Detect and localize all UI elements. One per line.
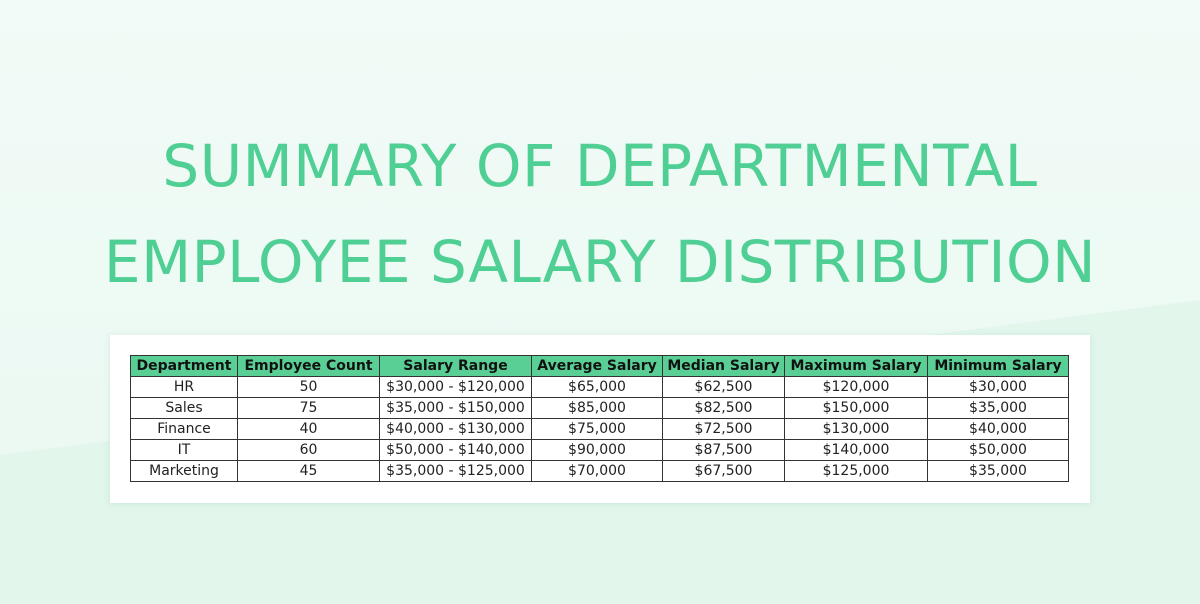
cell-median-salary: $82,500 — [663, 398, 785, 419]
cell-employee-count: 60 — [238, 440, 380, 461]
cell-average-salary: $70,000 — [532, 461, 663, 482]
header-employee-count: Employee Count — [238, 356, 380, 377]
table-card — [110, 335, 1090, 503]
cell-maximum-salary: $150,000 — [785, 398, 928, 419]
cell-median-salary: $87,500 — [663, 440, 785, 461]
cell-minimum-salary: $50,000 — [928, 440, 1069, 461]
page-title — [0, 118, 1200, 310]
cell-employee-count: 40 — [238, 419, 380, 440]
header-maximum-salary: Maximum Salary — [785, 356, 928, 377]
cell-department: Sales — [131, 398, 238, 419]
table-row — [131, 440, 1069, 461]
cell-salary-range: $35,000 - $125,000 — [380, 461, 532, 482]
cell-median-salary: $72,500 — [663, 419, 785, 440]
cell-average-salary: $75,000 — [532, 419, 663, 440]
cell-department: IT — [131, 440, 238, 461]
header-median-salary: Median Salary — [663, 356, 785, 377]
cell-employee-count: 75 — [238, 398, 380, 419]
header-minimum-salary: Minimum Salary — [928, 356, 1069, 377]
cell-salary-range: $40,000 - $130,000 — [380, 419, 532, 440]
header-row — [131, 356, 1069, 377]
cell-minimum-salary: $40,000 — [928, 419, 1069, 440]
cell-maximum-salary: $140,000 — [785, 440, 928, 461]
cell-average-salary: $85,000 — [532, 398, 663, 419]
title-line-2: EMPLOYEE SALARY DISTRIBUTION — [103, 228, 1097, 296]
cell-maximum-salary: $130,000 — [785, 419, 928, 440]
table-row — [131, 377, 1069, 398]
cell-average-salary: $65,000 — [532, 377, 663, 398]
cell-maximum-salary: $125,000 — [785, 461, 928, 482]
cell-salary-range: $30,000 - $120,000 — [380, 377, 532, 398]
cell-salary-range: $50,000 - $140,000 — [380, 440, 532, 461]
header-salary-range: Salary Range — [380, 356, 532, 377]
cell-minimum-salary: $30,000 — [928, 377, 1069, 398]
table-row — [131, 398, 1069, 419]
header-average-salary: Average Salary — [532, 356, 663, 377]
salary-table — [130, 355, 1069, 482]
cell-maximum-salary: $120,000 — [785, 377, 928, 398]
cell-minimum-salary: $35,000 — [928, 398, 1069, 419]
title-line-1: SUMMARY OF DEPARTMENTAL — [162, 132, 1038, 200]
header-department: Department — [131, 356, 238, 377]
table-row — [131, 461, 1069, 482]
cell-median-salary: $67,500 — [663, 461, 785, 482]
cell-median-salary: $62,500 — [663, 377, 785, 398]
cell-department: Marketing — [131, 461, 238, 482]
cell-average-salary: $90,000 — [532, 440, 663, 461]
cell-department: HR — [131, 377, 238, 398]
cell-employee-count: 50 — [238, 377, 380, 398]
cell-department: Finance — [131, 419, 238, 440]
cell-salary-range: $35,000 - $150,000 — [380, 398, 532, 419]
cell-employee-count: 45 — [238, 461, 380, 482]
table-row — [131, 419, 1069, 440]
cell-minimum-salary: $35,000 — [928, 461, 1069, 482]
